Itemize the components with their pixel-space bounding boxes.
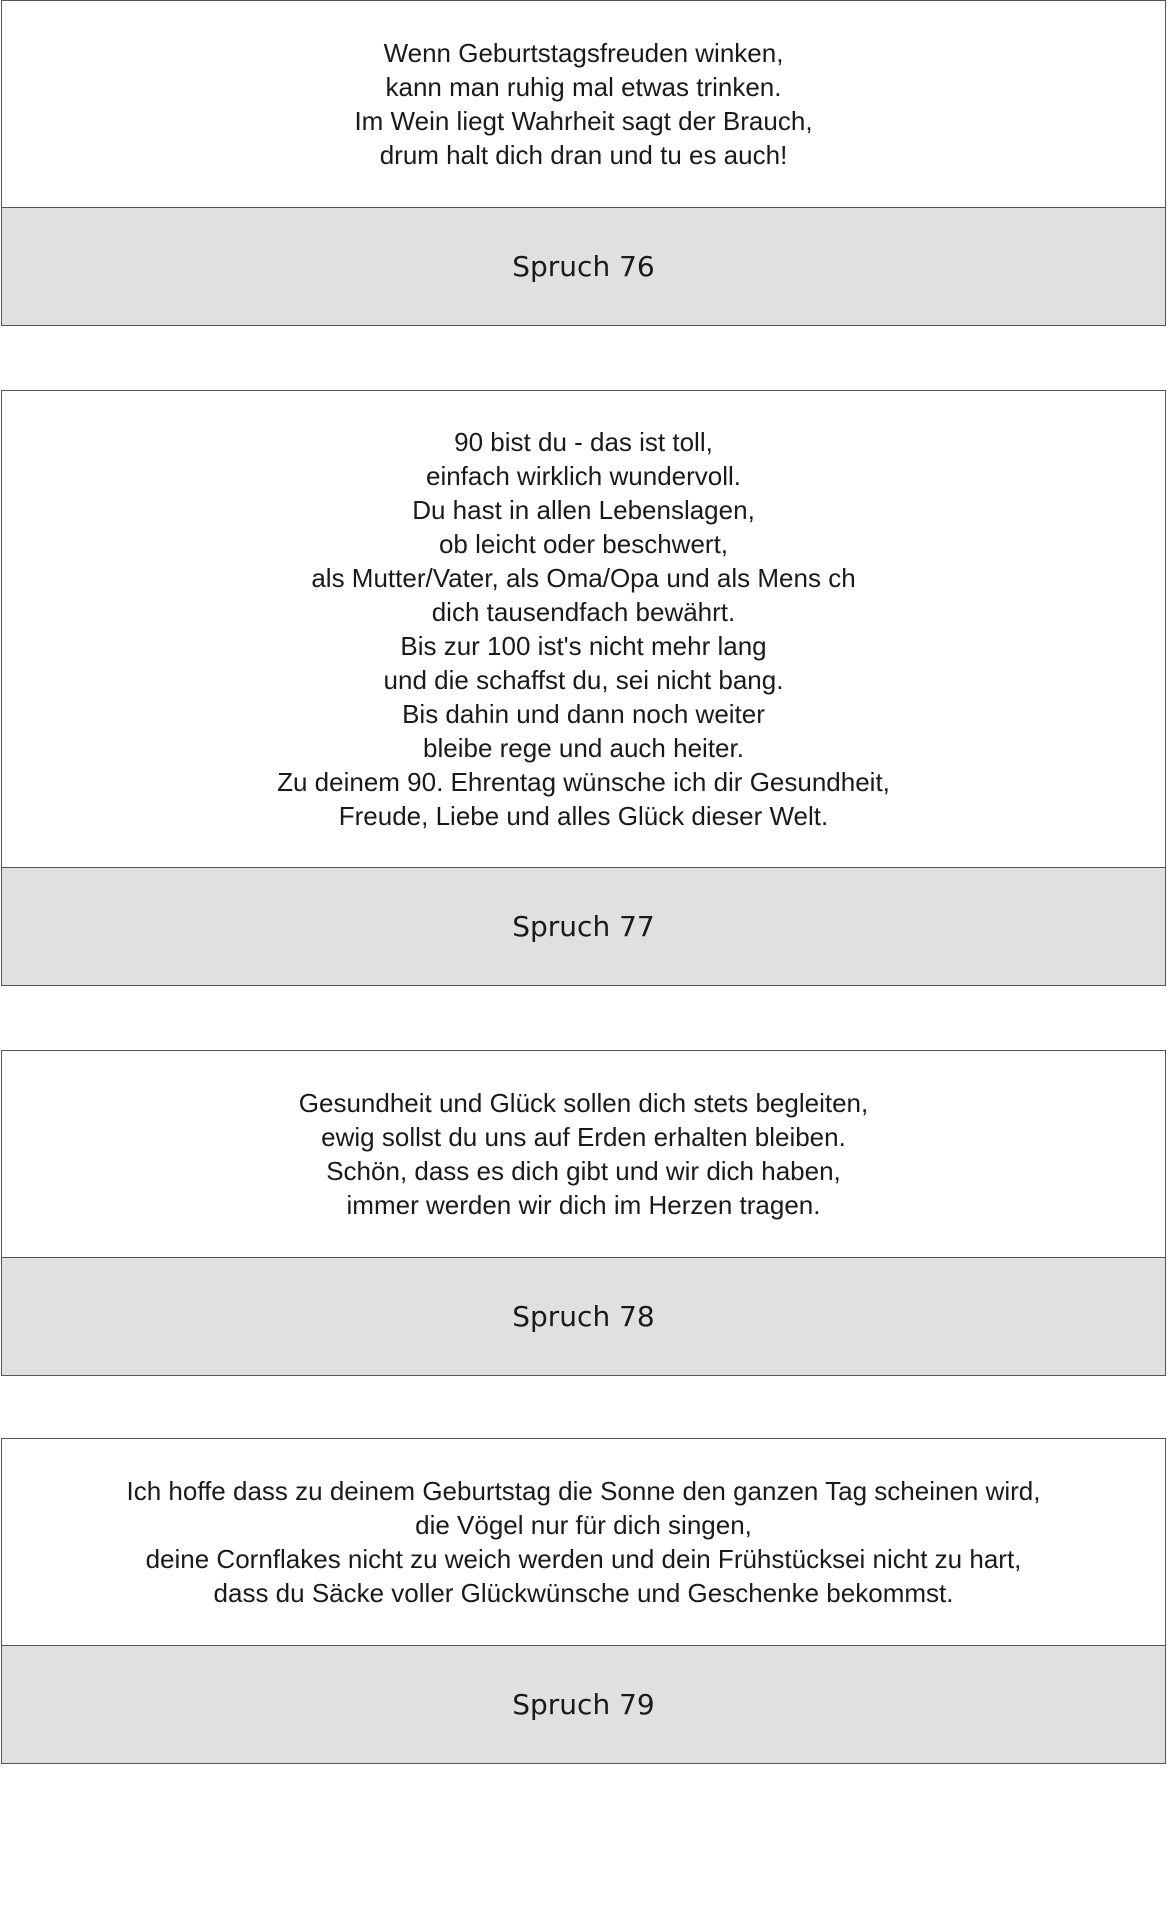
verse-line: Bis zur 100 ist's nicht mehr lang bbox=[400, 631, 767, 661]
saying-card-76 bbox=[1, 0, 1166, 326]
verse-line: die Vögel nur für dich singen, bbox=[415, 1510, 752, 1540]
verse-line: immer werden wir dich im Herzen tragen. bbox=[346, 1190, 821, 1220]
verse-line: einfach wirklich wundervoll. bbox=[425, 461, 742, 491]
verse-line: Gesundheit und Glück sollen dich stets begleiten, bbox=[298, 1088, 869, 1118]
saying-text bbox=[2, 1, 1165, 208]
verse-line: Wenn Geburtstagsfreuden winken, bbox=[383, 38, 784, 68]
saying-text bbox=[2, 391, 1165, 868]
verse-line: Freude, Liebe und alles Glück dieser Welt. bbox=[338, 801, 829, 831]
verse-line: dich tausendfach bewährt. bbox=[431, 597, 736, 627]
verse-line: kann man ruhig mal etwas trinken. bbox=[385, 72, 782, 102]
verse-line: ewig sollst du uns auf Erden erhalten bleiben. bbox=[321, 1122, 846, 1152]
saying-card-79 bbox=[1, 1438, 1166, 1764]
saying-text bbox=[2, 1439, 1165, 1646]
verse-line: dass du Säcke voller Glückwünsche und Geschenke bekommst. bbox=[213, 1578, 954, 1608]
saying-label: Spruch 76 bbox=[2, 208, 1165, 325]
verse-line: Bis dahin und dann noch weiter bbox=[402, 699, 765, 729]
verse-line: Du hast in allen Lebenslagen, bbox=[412, 495, 755, 525]
verse-line: als Mutter/Vater, als Oma/Opa und als Mens ch bbox=[311, 563, 856, 593]
verse-line: 90 bist du - das ist toll, bbox=[454, 427, 713, 457]
saying-label: Spruch 79 bbox=[2, 1646, 1165, 1763]
verse-line: deine Cornflakes nicht zu weich werden und dein Frühstücksei nicht zu hart, bbox=[145, 1544, 1022, 1574]
saying-text bbox=[2, 1051, 1165, 1258]
verse-line: Zu deinem 90. Ehrentag wünsche ich dir Gesundheit, bbox=[277, 767, 890, 797]
verse-line: Im Wein liegt Wahrheit sagt der Brauch, bbox=[354, 106, 813, 136]
verse-line: ob leicht oder beschwert, bbox=[438, 529, 729, 559]
saying-label: Spruch 78 bbox=[2, 1258, 1165, 1375]
saying-label: Spruch 77 bbox=[2, 868, 1165, 985]
verse-line: Schön, dass es dich gibt und wir dich haben, bbox=[326, 1156, 841, 1186]
verse-line: bleibe rege und auch heiter. bbox=[423, 733, 744, 763]
verse-line: drum halt dich dran und tu es auch! bbox=[379, 140, 788, 170]
saying-card-77 bbox=[1, 390, 1166, 986]
verse-line: und die schaffst du, sei nicht bang. bbox=[383, 665, 784, 695]
saying-card-78 bbox=[1, 1050, 1166, 1376]
verse-line: Ich hoffe dass zu deinem Geburtstag die Sonne den ganzen Tag scheinen wird, bbox=[126, 1476, 1041, 1506]
